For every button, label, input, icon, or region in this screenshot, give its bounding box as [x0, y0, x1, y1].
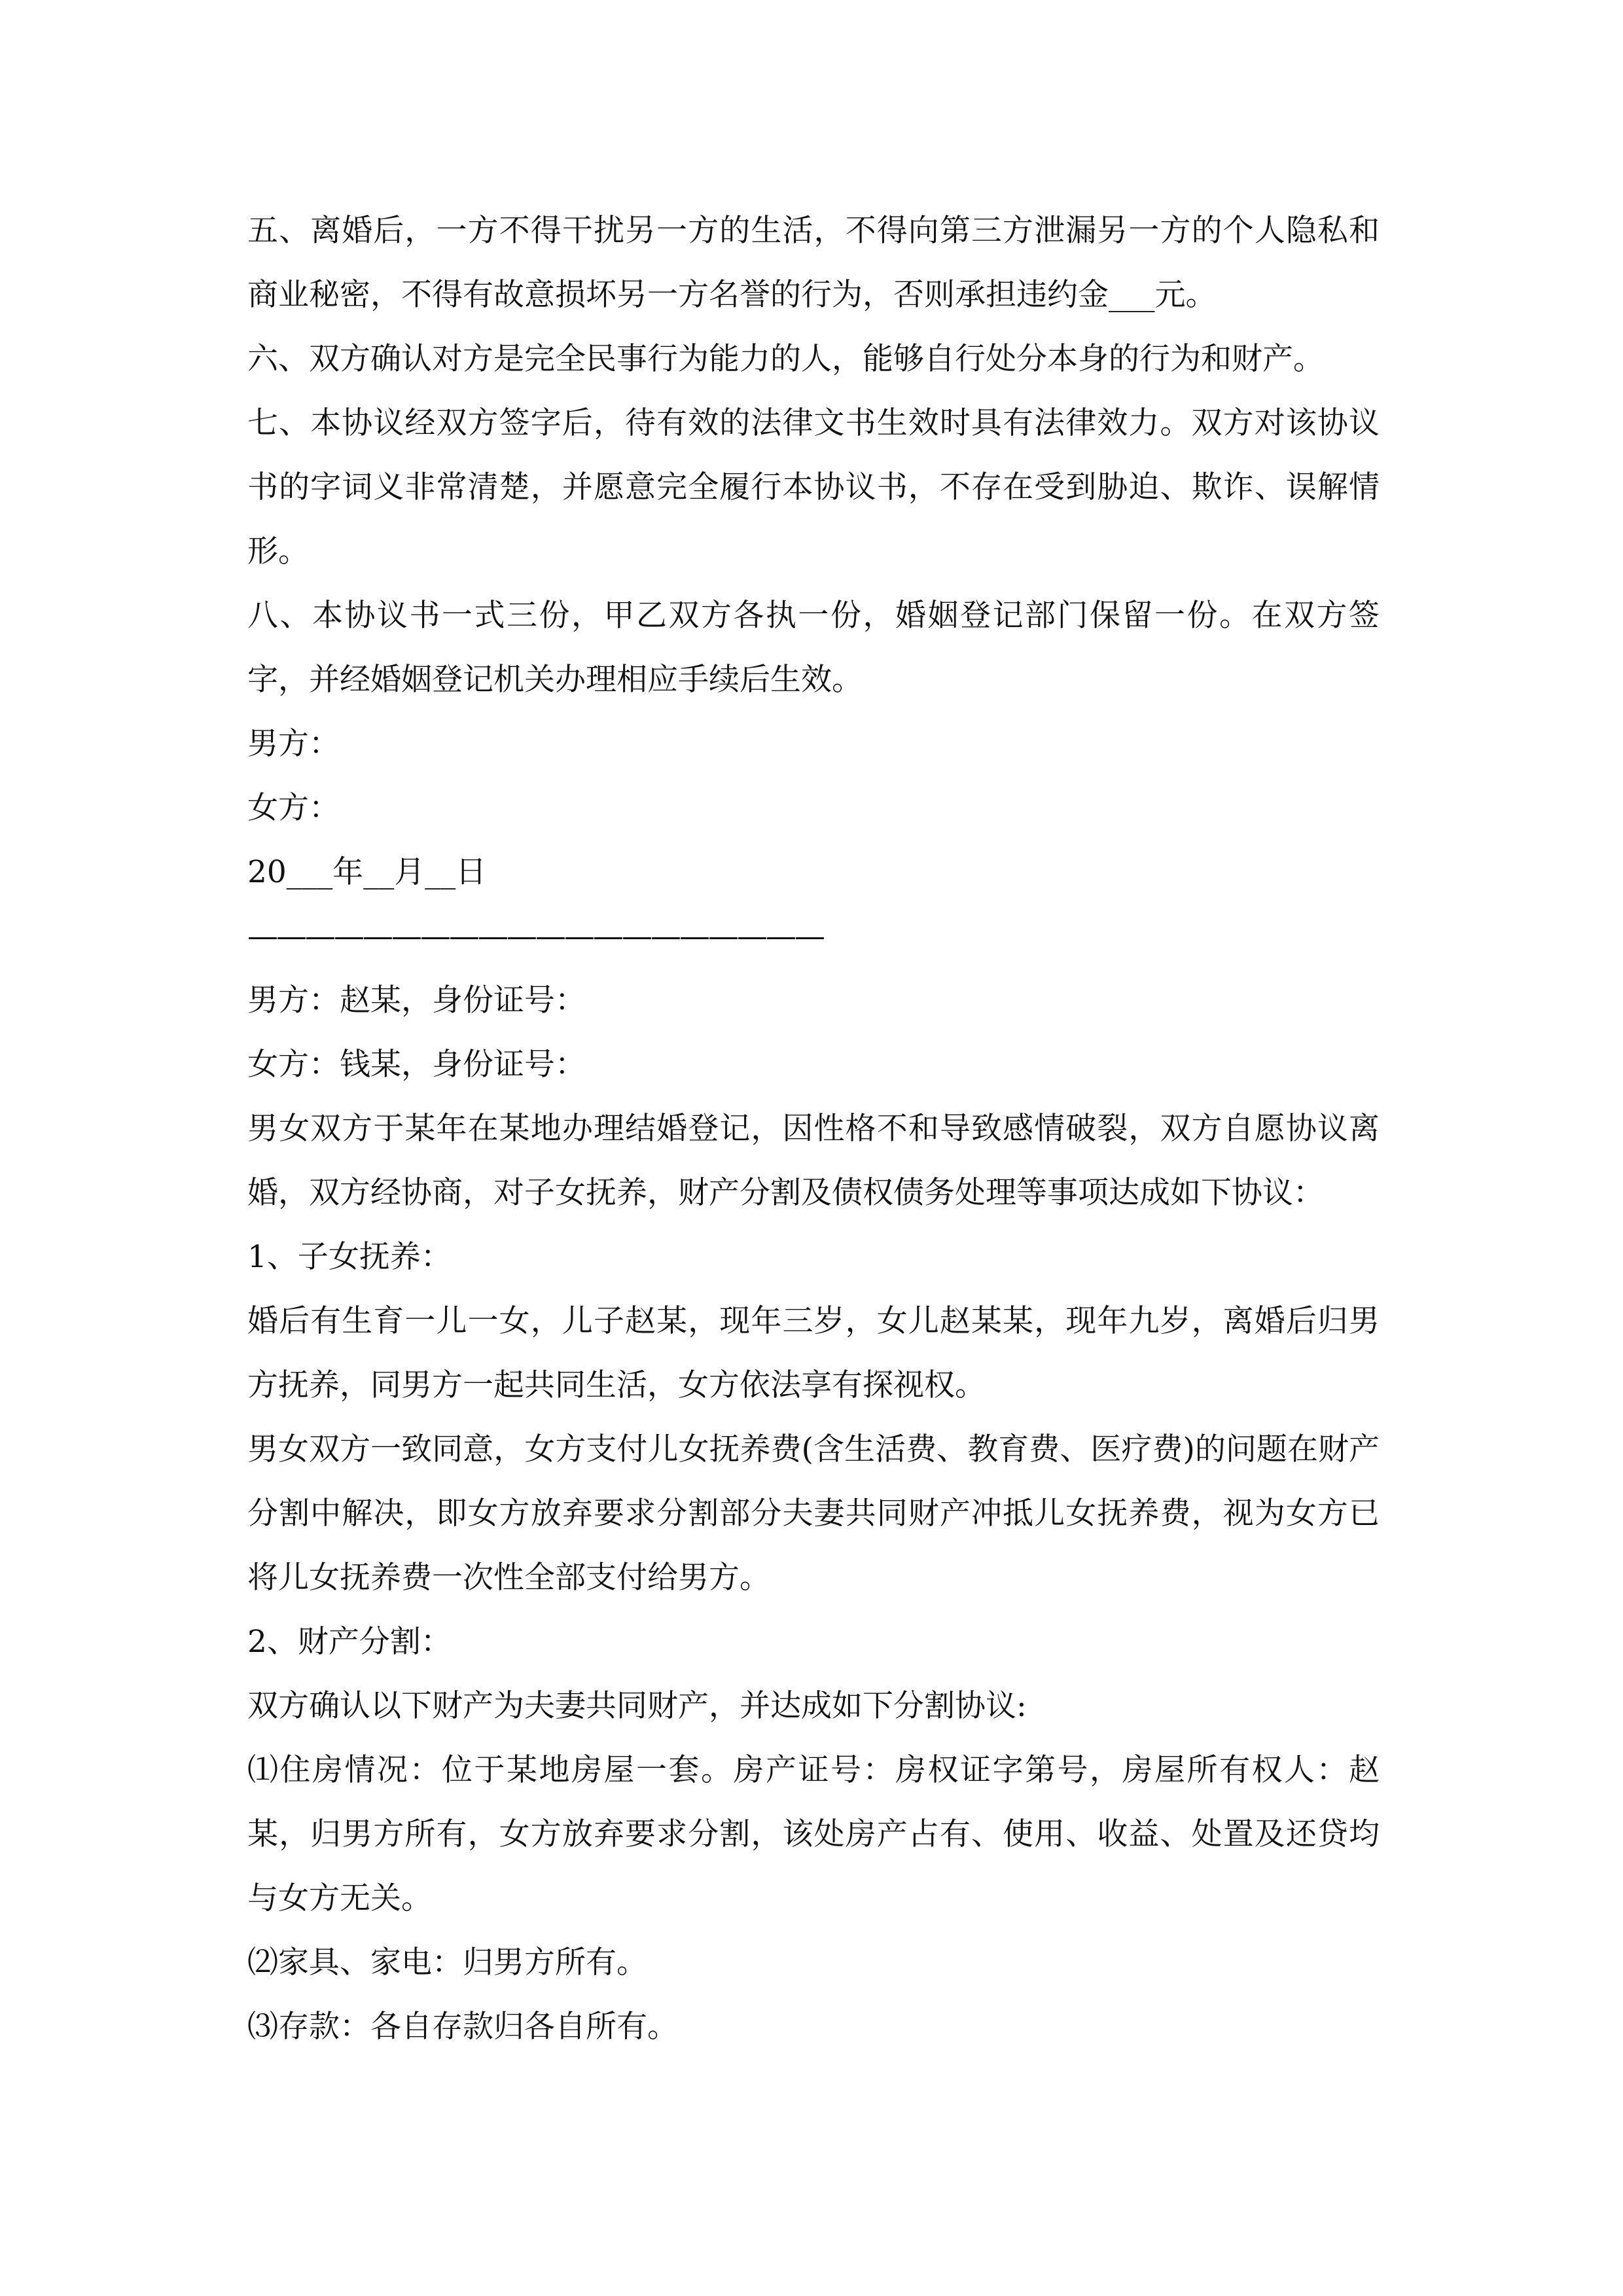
clause-6: 六、双方确认对方是完全民事行为能力的人，能够自行处分本身的行为和财产。	[247, 341, 1324, 377]
section-divider: ————————————————————	[247, 918, 823, 954]
clause-7: 七、本协议经双方签字后，待有效的法律文书生效时具有法律效力。双方对该协议书的字词义非常清楚，并愿意完全履行本协议书，不存在受到胁迫、欺诈、误解情形。	[247, 405, 1380, 569]
child-support-text: 男女双方一致同意，女方支付儿女抚养费(含生活费、教育费、医疗费)的问题在财产分割中解决，即女方放弃要求分割部分夫妻共同财产冲抵儿女抚养费，视为女方已将儿女抚养费一次性全部支付给男方。	[247, 1431, 1380, 1596]
property-furniture: ⑵家具、家电：归男方所有。	[247, 1945, 647, 1981]
clause-5: 五、离婚后，一方不得干扰另一方的生活，不得向第三方泄漏另一方的个人隐私和商业秘密，不得有故意损坏另一方名誉的行为，否则承担违约金___元。	[247, 213, 1380, 313]
heading-property-division: 2、财产分割：	[247, 1624, 452, 1660]
agreement-preamble: 男女双方于某年在某地办理结婚登记，因性格不和导致感情破裂，双方自愿协议离婚，双方经协商，对子女抚养，财产分割及债权债务处理等事项达成如下协议：	[247, 1111, 1380, 1211]
property-savings: ⑶存款：各自存款归各自所有。	[247, 2009, 678, 2045]
signature-male: 男方：	[247, 726, 340, 762]
clause-8: 八、本协议书一式三份，甲乙双方各执一份，婚姻登记部门保留一份。在双方签字，并经婚姻登记机关办理相应手续后生效。	[247, 598, 1380, 698]
child-custody-text: 婚后有生育一儿一女，儿子赵某，现年三岁，女儿赵某某，现年九岁，离婚后归男方抚养，同男方一起共同生活，女方依法享有探视权。	[247, 1303, 1380, 1403]
signature-female: 女方：	[247, 790, 340, 826]
female-party-info: 女方：钱某，身份证号：	[247, 1047, 586, 1083]
signature-date: 20___年__月__日	[247, 854, 487, 890]
property-housing: ⑴住房情况：位于某地房屋一套。房产证号：房权证字第号，房屋所有权人：赵某，归男方所有，女方放弃要求分割，该处房产占有、使用、收益、处置及还贷均与女方无关。	[247, 1752, 1380, 1916]
document-body	[247, 199, 1380, 2059]
heading-child-custody: 1、子女抚养：	[247, 1239, 452, 1275]
male-party-info: 男方：赵某，身份证号：	[247, 982, 586, 1018]
property-intro: 双方确认以下财产为夫妻共同财产，并达成如下分割协议:	[247, 1688, 1027, 1724]
